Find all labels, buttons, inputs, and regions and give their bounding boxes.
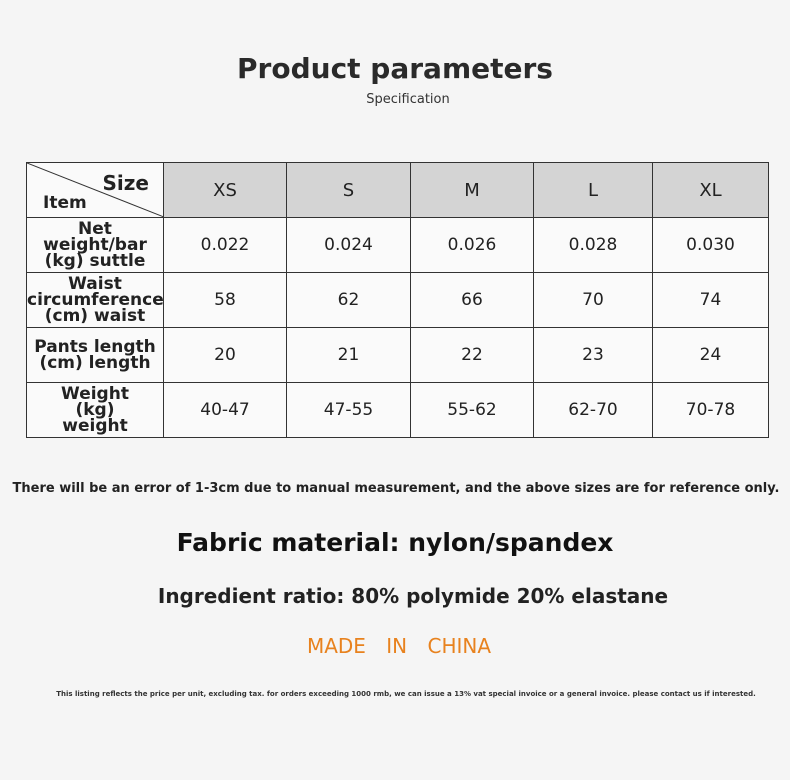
size-header-xs: XS: [164, 163, 287, 218]
table-cell: 47-55: [287, 383, 411, 438]
size-header-s: S: [287, 163, 411, 218]
table-cell: 0.022: [164, 218, 287, 273]
ingredient-ratio: Ingredient ratio: 80% polymide 20% elastane: [157, 584, 669, 608]
table-cell: 23: [534, 328, 653, 383]
table-cell: 20: [164, 328, 287, 383]
table-cell: 21: [287, 328, 411, 383]
fabric-material: Fabric material: nylon/spandex: [176, 528, 614, 557]
row-label-weight: Weight (kg) weight: [27, 383, 164, 438]
measurement-note: There will be an error of 1-3cm due to manual measurement, and the above sizes are for reference only.: [12, 481, 780, 496]
size-table: [26, 162, 769, 438]
page-subtitle: Specification: [366, 92, 450, 107]
table-cell: 22: [411, 328, 534, 383]
table-row: [27, 218, 769, 273]
table-cell: 62: [287, 273, 411, 328]
table-row: [27, 383, 769, 438]
table-header-row: [27, 163, 769, 218]
size-header-m: M: [411, 163, 534, 218]
made-in-label: MADE IN CHINA: [306, 634, 492, 658]
table-cell: 74: [653, 273, 769, 328]
row-label-net-weight: Net weight/bar (kg) suttle: [27, 218, 164, 273]
table-row: [27, 328, 769, 383]
page-title: Product parameters: [237, 52, 553, 85]
size-header-xl: XL: [653, 163, 769, 218]
size-header-l: L: [534, 163, 653, 218]
row-label-pants-length: Pants length (cm) length: [27, 328, 164, 383]
table-cell: 62-70: [534, 383, 653, 438]
table-cell: 70-78: [653, 383, 769, 438]
table-cell: 0.024: [287, 218, 411, 273]
table-cell: 66: [411, 273, 534, 328]
table-row: [27, 273, 769, 328]
table-cell: 24: [653, 328, 769, 383]
table-cell: 0.030: [653, 218, 769, 273]
corner-item-label: Item: [43, 193, 87, 213]
table-cell: 58: [164, 273, 287, 328]
corner-size-label: Size: [102, 171, 149, 195]
table-cell: 55-62: [411, 383, 534, 438]
fine-print: This listing reflects the price per unit, excluding tax. for orders exceeding 1000 rmb, we can issue a 13% vat special invoice or a general invoice. please contact us if interested.: [56, 690, 756, 698]
table-cell: 0.028: [534, 218, 653, 273]
table-cell: 40-47: [164, 383, 287, 438]
row-label-waist: Waist circumference (cm) waist: [27, 274, 164, 326]
table-cell: 70: [534, 273, 653, 328]
table-corner-cell: [27, 163, 164, 218]
table-cell: 0.026: [411, 218, 534, 273]
